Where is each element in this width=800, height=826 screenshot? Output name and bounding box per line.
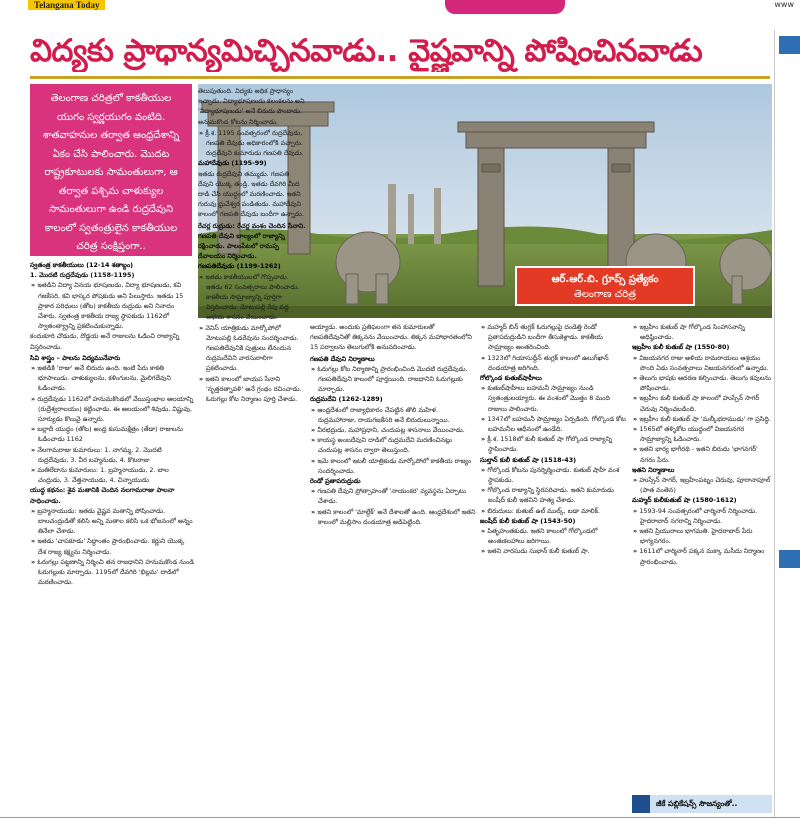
bullet-point: » 1593-94 సంవత్సరంలో చార్మినార్ నిర్మించాడు. హైదరాబాద్ నగరాన్ని నిర్మించాడు. [632, 506, 772, 526]
section-heading: స్వతంత్ర కాకతీయులు (12-14 శతాబ్దం) [30, 261, 134, 269]
section-heading: గోల్కొండ కుతుబ్‌షాహీలు [480, 374, 542, 383]
paragraph: అయ్యాడు. అందుకు ప్రతిఫలంగా తన కుమారులతో గణపతిదేవునితో తిక్కనను వేయించాడు. తిక్కన మహాభారతంలోని 15 పర్వాలను తెలుగులోకి అనువదించాడు. [310, 323, 472, 352]
bullet-point: » 1323లో గియాసుద్దీన్ తుగ్లక్ కాలంలో ఉలుగ్‌ఖాన్ దండయాత్ర జరిగింది. [480, 353, 628, 373]
bullet-point: » ఇతని ప్రియురాలు భాగమతి. హైదరాబాద్ పేరు భాగ్యనగరం. [632, 526, 772, 546]
bullet-point: » ఇతడిని విద్యా వినయ భూషణుడు, విద్యా భూషణుడు, కవి గజకేసరి, కవి భాస్కర పోషకుడు అని పిలుస్తారు. ఇతడు 15 ప్రాకార పరిధులు (తోట) కాకతీయ రుద్రుడు అని నినాదం చేశారు. స్వతంత్ర కాకతీయ రాజ్య స్థాపకుడు 1162లో స్వాతంత్య్రాన్ని ప్రకటించుకున్నాడు. [30, 280, 194, 331]
bullet-point: » బ్రహ్మనాయుడు: ఇతడు వైష్ణవ మతాన్ని పోషించాడు. బాలచంద్రుడితో కలిసి అన్ని మతాల కలిసి ఒక భోజనంలో అన్నం తినేలా చేశాడు. [30, 506, 194, 537]
headline: విద్యకు ప్రాధాన్యమిచ్చినవాడు.. వైష్ణవాన్ని పోషించినవాడు [30, 33, 703, 69]
bullet-point: » బల్లాదీ యుద్ధం (తోట) అంధ్ర కుసుమక్షేత్రం (తేడా) రాజులను ఓడించాడు 1162 [30, 424, 194, 444]
bullet-point: » కుతుబ్‌షాహీలు బహమనీ సామ్రాజ్యం నుండి స్వతంత్రులయ్యారు. ఈ వంశంలో మొత్తం 8 మంది రాజులు పాలించారు. [480, 383, 628, 414]
bullet-point: » ఇబ్రహీం కులీ కుతుబ్ షా 'మల్కీభరాముడు' గా ప్రసిద్ధి. [632, 414, 772, 424]
publication-credit [632, 795, 772, 813]
bullet-point: » పితృహంతకుడు. ఇతని కాలంలో గోల్కొండలో అంతఃకలహాలు జరిగాయి. [480, 526, 628, 546]
bullet-point: » రుద్రదేవుడు 1162లో హనుమకొండలో వేయిస్తంభాల ఆలయాన్ని (రుద్రేశ్వరాలయం) కట్టించాడు. ఈ ఆలయంలో శివుడు, విష్ణువు, సూర్యుడు కొలువై ఉన్నారు. [30, 394, 194, 425]
masthead-tab [445, 0, 565, 14]
bullet-point: » వెనిస్ యాత్రికుడు మార్కోపోలో మోటుపల్లి ఓడరేవును సందర్శించాడు. గణపతిదేవునికి పుత్రులు లేనందున రుద్రమదేవిని వారసురాలిగా ప్రకటించాడు. [198, 323, 306, 374]
bullet-point: » ఓరుగల్లు కోట నిర్మాణాన్ని ప్రారంభించింది మొదటి రుద్రదేవుడు. గణపతిదేవుని కాలంలో పూర్తయింది. రాజధానిని ఓరుగల్లుకు మార్చాడు. [310, 364, 476, 395]
bullet-point: » మహ్మద్ బిన్ తుగ్లక్ ఓరుగల్లుపై దండెత్తి రెండో ప్రతాపరుద్రుడిని బందీగా తీసుకెళ్లాడు. కాకతీయ సామ్రాజ్యం అంతరించింది. [480, 322, 628, 353]
section-heading: సివి శాస్త్రం – పాలను విద్యమునేవారు [30, 353, 121, 362]
paragraph: కందుకూరి చొడుడు, దొడ్డయ అనే రాజులను ఓడించి రాజ్యాన్ని విస్తరించాడు. [30, 332, 180, 351]
site-hint: www [774, 0, 794, 9]
bullet-point: » ఇమె కాలంలో ఇటలీ యాత్రికుడు మార్కోపోలో కాకతీయ రాజ్యం సందర్శించాడు. [310, 456, 476, 476]
adjacent-page-strip [774, 30, 800, 825]
article-column-5 [632, 322, 772, 792]
section-heading: సుల్తాన్ కులీ కుతుబ్ షా (1518-43) [480, 455, 577, 464]
bullet-point: » నేలగామరాజు కుమారులు: 1. నాగమ్మ, 2. మొదటి రుద్రదేవుడు, 3. వీర బహ్మనుడు, 4. కొటరాజు [30, 445, 194, 465]
article-column-4 [480, 322, 628, 810]
subsection-heading: యుద్ధ కథనం: శైవ మతానికి చెందిన నలగామరాజు పాలనా సాధించాడు. [30, 486, 175, 505]
bullet-point: » ఇబ్రహీం కుతుబ్ షా గోల్కొండ సింహాసనాన్ని అధిష్ఠించాడు. [632, 322, 772, 342]
brand-logo: Telangana Today [28, 0, 105, 10]
section-heading: మహ్మద్ కులీకుతుబ్ షా (1580-1612) [632, 496, 737, 505]
bullet-point: » బిరుదులు: కుతుబ్ ఉల్ ముల్క్, బడా మాలిక్. [480, 506, 628, 516]
section-heading: రుద్రమదేవి (1262-1289) [310, 395, 383, 404]
credit-text: జీకే పబ్లికేషన్స్ సౌజన్యంతో.. [656, 799, 738, 808]
bullet-point: » గణపతి దేవుని ప్రోత్సాహంతో 'నాయంకర' వ్యవస్థను ఏర్పాటు చేశాడు. [310, 486, 476, 506]
article-column-1 [30, 260, 194, 810]
section-heading: ఇబ్రహీం కులీ కుతుబ్ షా (1550-80) [632, 343, 730, 352]
subsection-heading: 1. మొదటి రుద్రదేవుడు (1158-1195) [30, 271, 135, 280]
bullet-point: » 1347లో బహమనీ సామ్రాజ్యం ఏర్పడింది. గోల్కొండ కోట బహమనీల ఆధీనంలో ఉండేది. [480, 414, 628, 434]
bullet-point: » గోల్కొండ రాజ్యాన్ని స్థిరపరిచాడు. ఇతని కుమారుడు జంషీద్ కులీ ఇతనిని హత్య చేశాడు. [480, 485, 628, 505]
bullet-point: » ఇబ్రహీం కులీ కుతుబ్ షా కాలంలో హుస్సేన్ సాగర్ చెరువు నిర్మించబడింది. [632, 393, 772, 413]
bullet-point: » ఇతని భార్య భాగీరథి - ఇతని బిరుదు 'భాగనగర్' నగరం పేరు. [632, 444, 772, 464]
bullet-point: » హుస్సేన్ సాగర్, ఇబ్రహీంపట్నం చెరువు, పూరానాపూల్ (పాత వంతెన) [632, 475, 772, 495]
bullet-point: » ఇతని వారసుడు సుభాన్ కులీ కుతుబ్ షా. [480, 546, 628, 556]
paragraph: ఇతడు రుద్రదేవుని తమ్ముడు. గణపతి దేవుని యొక్క తండ్రి. ఇతడు దేవగిరి మీద దాడి చేసి యుద్ధంలో మరణించాడు. ఇతని గురువు ధ్రువేశ్వర పండితుడు. మహాదేవుని కాలంలో గణపతి దేవుడు బందీగా ఉన్నాడు. [198, 169, 304, 219]
section-heading: ఇతని నిర్మాణాలు [632, 465, 675, 474]
section-heading: జంషీద్ కులీ కుతుబ్ షా (1543-50) [480, 516, 576, 525]
bullet-point: » మతిలేదాను కుమారులు: 1. బ్రహ్మనాయుడు, 2. బాల చంద్రుడు, 3. వేత్తనాయుడు, 4. చిన్నాయుడు [30, 465, 194, 485]
article-column-3 [310, 322, 476, 810]
caption-subtitle: తెలంగాణ చరిత్ర [574, 289, 636, 300]
bullet-point: » వీరభద్రుడు, మహాప్రధాని, చందుపట్ల శాసనాలు వేయించాడు. [310, 425, 476, 435]
article-column-2 [198, 86, 306, 811]
section-heading: గణపతి దేవుని నిర్మాణాలు [310, 354, 375, 363]
credit-logo-icon [632, 795, 650, 813]
adjacent-image-block [779, 550, 800, 568]
bullet-point: » 1611లో చార్మినార్ పక్కన మక్కా మసీదు నిర్మాణం ప్రారంభించాడు. [632, 546, 772, 566]
bullet-point: » ఇతని కాలంలో జాయప సేనాని 'నృత్తరత్నావళి' అనే గ్రంథం రచించాడు. ఓరుగల్లు కోట నిర్మాణం పూర్తి చేశాడు. [198, 374, 306, 405]
photo-caption [515, 266, 695, 306]
intro-box: తెలంగాణ చరిత్రలో కాకతీయుల యుగం స్వర్ణయుగం వంటిది. శాతవాహనుల తర్వాత ఆంధ్రదేశాన్ని ఏకం చేసి పాలించారు. మొదట రాష్ట్రకూటులకు సామంతులుగా, ఆ తర్వాత పశ్చిమ చాళుక్యుల సామంతులుగా ఉండి రుద్రదేవుని కాలంలో స్వతంత్రులైన కాకతీయుల చరిత్ర సంక్షిప్తంగా.. [30, 84, 192, 256]
bullet-point: » గోల్కొండ కోటను పునర్నిర్మించాడు. కుతుబ్ షాహీ వంశ స్థాపకుడు. [480, 465, 628, 485]
section-heading: మహాదేవుడు (1195-99) [198, 159, 267, 168]
caption-title: ఆర్.ఆర్.బి. గ్రూప్స్ ప్రత్యేకం [551, 274, 659, 285]
bullet-point: » కాయస్థ అంబదేవుని దాడిలో రుద్రమదేవి మరణించినట్లు చందుపట్ల శాసనం ద్వారా తెలుస్తుంది. [310, 435, 476, 455]
headline-rule [30, 76, 770, 79]
bullet-point: » క్రీ.శ. 1195 సంవత్సరంలో రుద్రదేవుడు, గణపతి దేవుడు అధికారంలోకి వచ్చారు. రుద్రదేవుని కుమారుడు గణపతి దేవుడు. [198, 128, 306, 159]
section-heading: గణపతిదేవుడు (1199-1262) [198, 262, 281, 271]
section-heading: రెండో ప్రతాపరుద్రుడు [310, 477, 361, 486]
bullet-point: » విజయనగర రాజు అళియ రామరాయలు ఆశ్రయం పొంది ఏడు సంవత్సరాలు విజయనగరంలో ఉన్నాడు. [632, 353, 772, 373]
bullet-point: » ఓరుగల్లు పట్టణాన్ని నిర్మించి తన రాజధానిని హనుమకొండ నుండి ఓరుగల్లుకు మార్చాడు. 1195లో దేవగిరి 'భిల్లమ' దాడిలో మరణించాడు. [30, 557, 194, 588]
bullet-point: » ఇతడు 'చాపకూడు' సిద్ధాంతం ప్రారంభించాడు. కర్ణుని యొక్క దేశ రాజ్య కక్ష్యను నిర్మించాడు. [30, 536, 194, 556]
bullet-point: » ఇతని కాలంలో 'మాల్దేక్' అనే దేశాలతో ఉంది. ఆంధ్రదేశంలో ఇతని కాలంలో మల్లిసాం దండయాత్ర అడిపెట్టింది. [310, 507, 476, 527]
bullet-point: » ఆంధ్రదేశంలో రాజ్యాధికారం చేపట్టిన తొలి మహిళ. రుద్రమహారాజు, రాయగజకేసరి అనే బిరుదులున్నాయి. [310, 405, 476, 425]
bullet-point: » తెలుగు భాషకు ఆదరణ కల్పించాడు. తెలుగు కవులను పోషించాడు. [632, 373, 772, 393]
adjacent-image-block [779, 36, 800, 54]
bullet-point: » 1565లో తళ్ళికోట యుద్ధంలో విజయనగర సామ్రాజ్యాన్ని ఓడించారు. [632, 424, 772, 444]
bullet-point: » ఇతడికి 'రాజు' అనే బిరుదు ఉంది. ఇంటి పేరు కాకతి భూపాలుడు. చాళుక్యులను, కళింగులను, మైలిగదేవుని ఓడించాడు. [30, 363, 194, 394]
top-bar [0, 0, 800, 28]
subsection-heading: రేచర్ల రుద్రుడు: రేచర్ల వంశం చెందిన సేనాని. గణపతి దేవుని బాల్యంలో రాజ్యాన్ని రక్షించాడు. పాలంపేటలో రామప్ప దేవాలయం నిర్మించాడు. [198, 221, 306, 261]
bullet-point: » క్రీ.శ. 1518లో కులీ కుతుబ్ షా గోల్కొండ రాజ్యాన్ని స్థాపించాడు. [480, 434, 628, 454]
bullet-point: » ఇతడు కాకతీయులలో గొప్పవాడు. ఇతడు 62 సంవత్సరాలు పాలించాడు. కాకతీయ సామ్రాజ్యాన్ని పూర్తిగా విస్తరించాడు. మోటుపల్లి రేవు వద్ద అభయ శాసనం వేయించాడు. [198, 272, 306, 323]
paragraph: తెలుపుతుంది. విద్యకు అధిక ప్రాధాన్యం ఇచ్చాడు. విద్యాభూషణుడు కలంకలను అని 'విద్యాభూషణుడు' అనే బిరుదు పొందాడు. అనుమకొండ కోటను నిర్మించాడు. [198, 87, 305, 126]
